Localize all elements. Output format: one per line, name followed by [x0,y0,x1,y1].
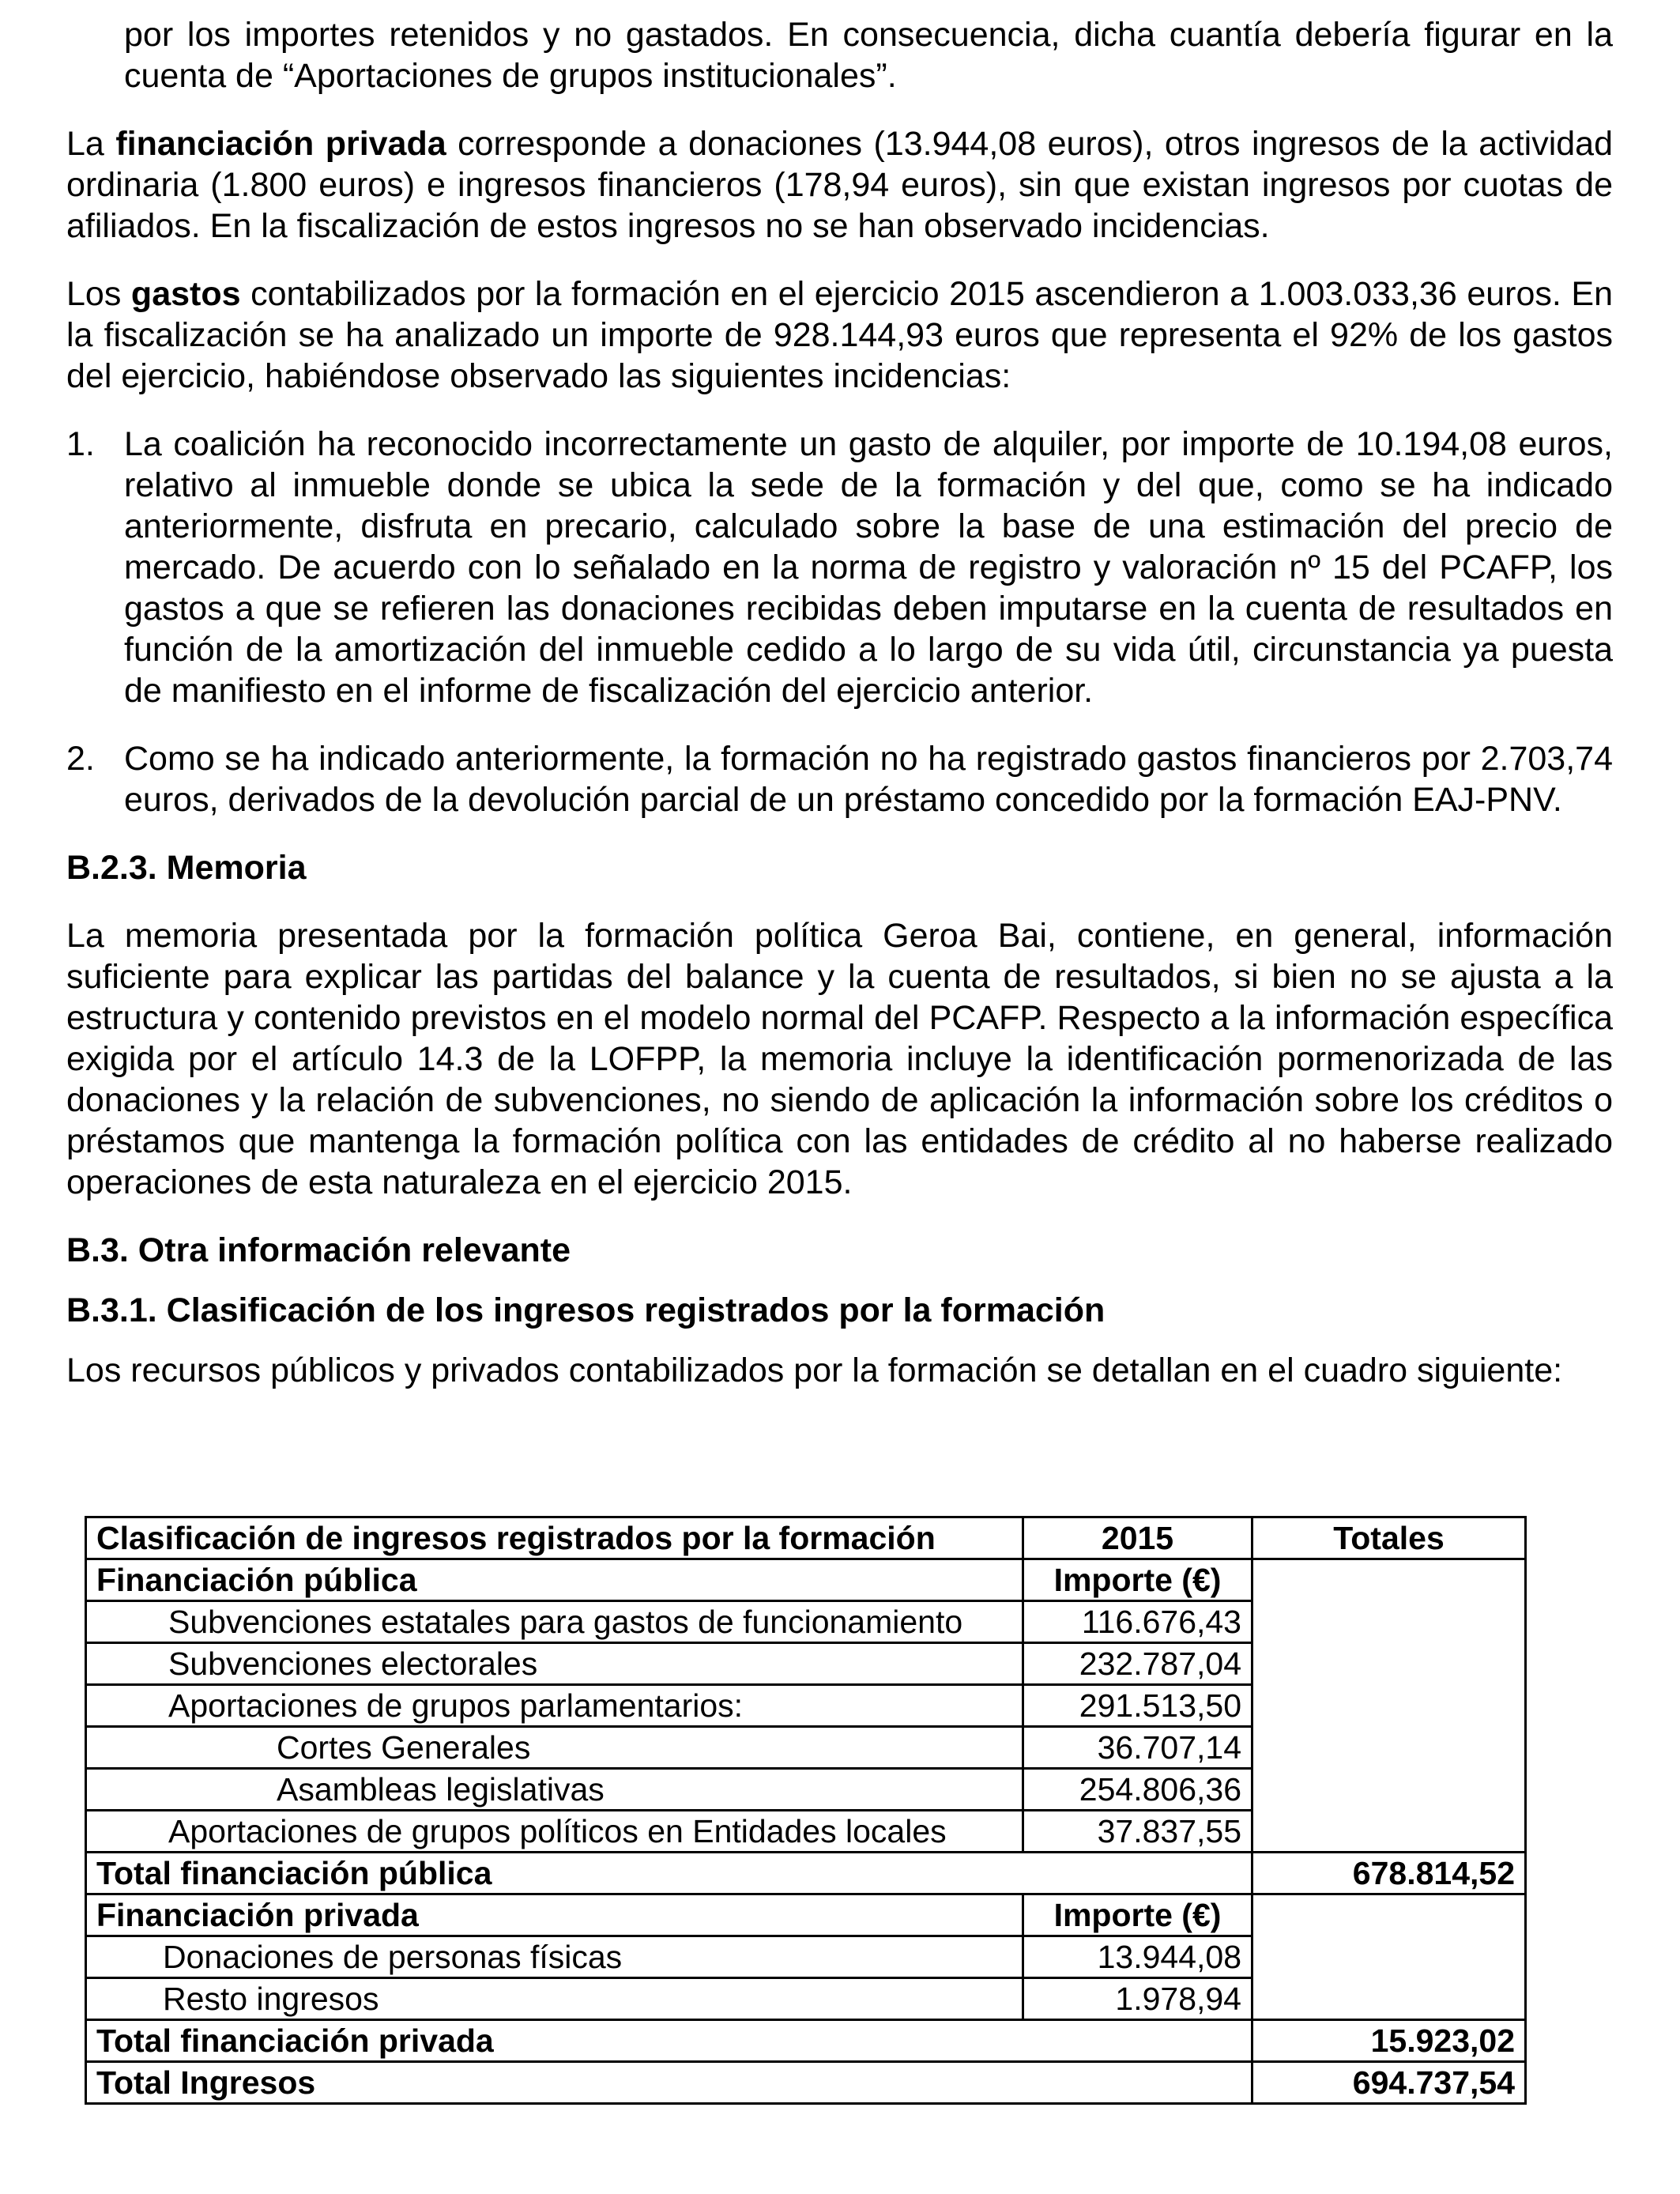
income-table [85,1516,1527,2105]
table-row: Cortes Generales 36.707,14 [86,1727,1526,1769]
heading-memoria: B.2.3. Memoria [66,849,307,887]
list-item [66,738,1613,820]
amount-header: Importe (€) [1023,1894,1252,1936]
section-label: Financiación pública [86,1559,1023,1601]
paragraph-table-intro: Los recursos públicos y privados contabilizados por la formación se detallan en el cuadro siguiente: [66,1351,1563,1389]
table-header-cell: Totales [1252,1517,1526,1559]
table-row: Aportaciones de grupos políticos en Entidades locales 37.837,55 [86,1811,1526,1853]
total-value: 678.814,52 [1252,1853,1526,1894]
list-number: 2. [66,740,95,778]
list-number: 1. [66,425,95,463]
list-text: La coalición ha reconocido incorrectamente un gasto de alquiler, por importe de 10.194,08 euros, relativo al inmueble donde se ubica la sede de la formación y del que, como se ha indicado anteriormente, disfruta en precario, calculado sobre la base de una estimación del precio de mercado. De acuerdo con lo señalado en la norma de registro y valoración nº 15 del PCAFP, los gastos a que se refieren las donaciones recibidas deben imputarse en la cuenta de resultados en función de la amortización del inmueble cedido a lo largo de su vida útil, circunstancia ya puesta de manifiesto en el informe de fiscalización del ejercicio anterior. [124,425,1613,710]
bold-term: financiación privada [115,125,446,163]
document-page [66,14,1613,1391]
table-section-row [86,1894,1526,1936]
table-row: Asambleas legislativas 254.806,36 [86,1769,1526,1811]
paragraph-continuation: por los importes retenidos y no gastados. En consecuencia, dicha cuantía debería figurar en la cuenta de “Aportaciones de grupos institucionales”. [124,16,1613,95]
table-row: Subvenciones electorales 232.787,04 [86,1643,1526,1685]
list-item [66,424,1613,711]
total-value: 15.923,02 [1252,2020,1526,2062]
table-header-row [86,1517,1526,1559]
table-row: Subvenciones estatales para gastos de funcionamiento 116.676,43 [86,1601,1526,1643]
section-label: Financiación privada [86,1894,1023,1936]
heading-income-classification: B.3.1. Clasificación de los ingresos registrados por la formación [66,1291,1106,1329]
table-total-row [86,1853,1526,1894]
table-total-row [86,2020,1526,2062]
total-label: Total financiación privada [86,2020,1252,2062]
total-label: Total Ingresos [86,2062,1252,2104]
bold-term: gastos [130,275,241,313]
paragraph-expenses: Los gastos contabilizados por la formación en el ejercicio 2015 ascendieron a 1.003.033,36 euros. En la fiscalización se ha analizado un importe de 928.144,93 euros que representa el 92% de los gastos del ejercicio, habiéndose observado las siguientes incidencias: [66,275,1614,395]
table-grand-total-row [86,2062,1526,2104]
table-row: Aportaciones de grupos parlamentarios: 291.513,50 [86,1685,1526,1727]
total-label: Total financiación pública [86,1853,1252,1894]
table-header-cell: Clasificación de ingresos registrados por la formación [86,1517,1023,1559]
table-row: Resto ingresos 1.978,94 [86,1978,1526,2020]
list-text: Como se ha indicado anteriormente, la formación no ha registrado gastos financieros por 2.703,74 euros, derivados de la devolución parcial de un préstamo concedido por la formación EAJ-PNV. [124,740,1613,819]
table-row: Donaciones de personas físicas 13.944,08 [86,1936,1526,1978]
paragraph-private-financing: La financiación privada corresponde a donaciones (13.944,08 euros), otros ingresos de la actividad ordinaria (1.800 euros) e ingresos financieros (178,94 euros), sin que existan ingresos por cuotas de afiliados. En la fiscalización de estos ingresos no se han observado incidencias. [66,125,1613,245]
table-header-cell: 2015 [1023,1517,1252,1559]
heading-other-info: B.3. Otra información relevante [66,1231,571,1269]
total-value: 694.737,54 [1252,2062,1526,2104]
paragraph-memoria: La memoria presentada por la formación política Geroa Bai, contiene, en general, información suficiente para explicar las partidas del balance y la cuenta de resultados, si bien no se ajusta a la estructura y contenido previstos en el modelo normal del PCAFP. Respecto a la información específica exigida por el artículo 14.3 de la LOFPP, la memoria incluye la identificación pormenorizada de las donaciones y la relación de subvenciones, no siendo de aplicación la información sobre los créditos o préstamos que mantenga la formación política con las entidades de crédito al no haberse realizado operaciones de esta naturaleza en el ejercicio 2015. [66,917,1613,1201]
table-section-row [86,1559,1526,1601]
amount-header: Importe (€) [1023,1559,1252,1601]
